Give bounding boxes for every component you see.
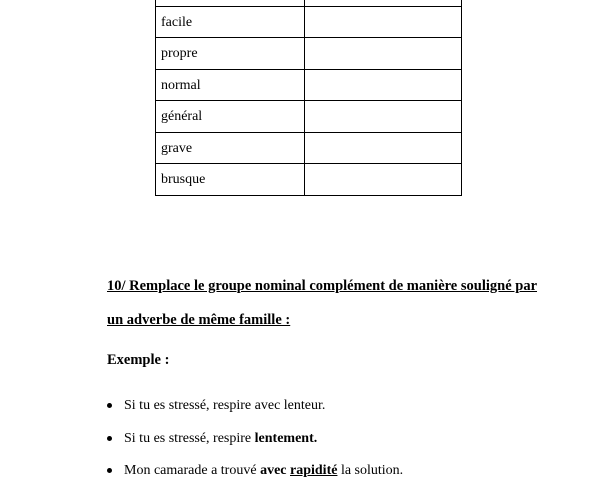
answer-cell[interactable]: [305, 132, 462, 164]
adjective-cell: brusque: [156, 164, 305, 196]
exercise-heading-line-2: un adverbe de même famille :: [107, 312, 291, 328]
bullet-icon: [107, 468, 112, 473]
item-text: Si tu es stressé, respire avec lenteur.: [124, 398, 326, 413]
adjective-cell: grave: [156, 132, 305, 164]
table-row: [156, 6, 462, 38]
item-underlined-text: rapidité: [290, 463, 338, 478]
item-bold-text: lentement.: [254, 430, 318, 446]
bullet-icon: [107, 436, 112, 441]
table-row: [156, 101, 462, 133]
bullet-icon: [107, 403, 112, 408]
answer-cell[interactable]: [305, 164, 462, 196]
table-row: [156, 132, 462, 164]
item-text: Si tu es stressé, respire: [124, 430, 255, 446]
item-bold-text: avec: [260, 463, 290, 478]
adjective-table: [155, 0, 462, 196]
adjective-cell: facile: [156, 6, 305, 38]
answer-cell[interactable]: [305, 101, 462, 133]
list-item: [107, 430, 567, 463]
adjective-cell: général: [156, 101, 305, 133]
table-row: [156, 164, 462, 196]
list-item: [107, 462, 567, 495]
list-item: [107, 397, 567, 430]
item-text-after: la solution.: [337, 463, 404, 478]
example-list: [107, 397, 567, 495]
table-row: [156, 38, 462, 70]
answer-cell[interactable]: [305, 69, 462, 101]
table-row: [156, 69, 462, 101]
adjective-cell: propre: [156, 38, 305, 70]
example-label: Exemple :: [107, 352, 170, 368]
answer-cell[interactable]: [305, 6, 462, 38]
answer-cell[interactable]: [305, 38, 462, 70]
item-text: Mon camarade a trouvé: [124, 463, 261, 478]
exercise-heading-line-1: 10/ Remplace le groupe nominal complément de manière souligné par: [107, 278, 538, 294]
adjective-cell: normal: [156, 69, 305, 101]
